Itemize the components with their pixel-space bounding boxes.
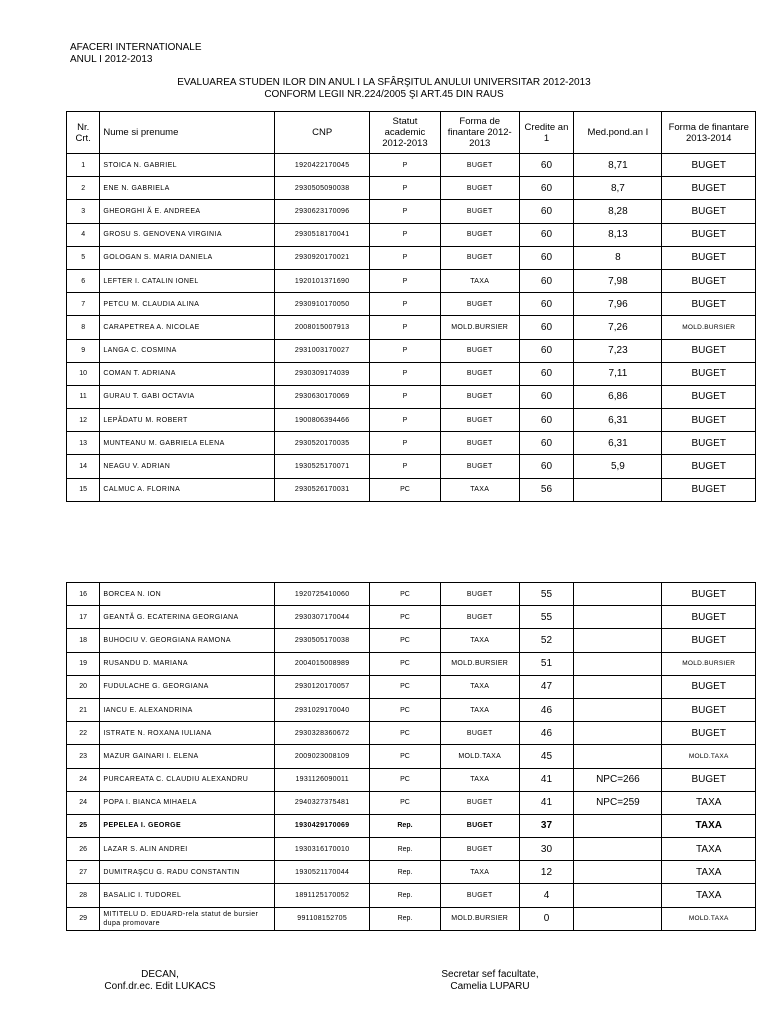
weighted-average — [574, 884, 662, 907]
funding-2012: BUGET — [440, 223, 519, 246]
funding-2013: BUGET — [662, 606, 756, 629]
table-row — [67, 478, 756, 501]
credits: 46 — [519, 698, 574, 721]
student-name: GROSU S. GENOVENA VIRGINIA — [100, 223, 275, 246]
funding-2013: BUGET — [662, 293, 756, 316]
funding-2013: TAXA — [662, 884, 756, 907]
funding-2012: BUGET — [440, 200, 519, 223]
funding-2012: TAXA — [440, 269, 519, 292]
academic-status: Rep. — [370, 884, 441, 907]
funding-2012: BUGET — [440, 791, 519, 814]
credits: 60 — [519, 432, 574, 455]
student-name: BORCEA N. ION — [100, 583, 275, 606]
funding-2012: TAXA — [440, 768, 519, 791]
weighted-average: 7,96 — [574, 293, 662, 316]
academic-status: P — [370, 293, 441, 316]
academic-status: PC — [370, 675, 441, 698]
credits: 37 — [519, 814, 574, 837]
student-cnp: 1920422170045 — [275, 154, 370, 177]
document-title: EVALUAREA STUDEN ILOR DIN ANUL I LA SFÂRŞITUL ANULUI UNIVERSITAR 2012-2013 — [177, 77, 591, 88]
funding-2013: BUGET — [662, 722, 756, 745]
funding-2013: BUGET — [662, 478, 756, 501]
funding-2012: BUGET — [440, 455, 519, 478]
student-cnp: 2930630170069 — [275, 385, 370, 408]
student-name: LANGA C. COSMINA — [100, 339, 275, 362]
table-row — [67, 269, 756, 292]
credits: 52 — [519, 629, 574, 652]
table-row — [67, 838, 756, 861]
document-subtitle: CONFORM LEGII NR.224/2005 ŞI ART.45 DIN RAUS — [264, 89, 504, 100]
funding-2012: BUGET — [440, 432, 519, 455]
table-row — [67, 293, 756, 316]
dean-name: Conf.dr.ec. Edit LUKACS — [104, 981, 216, 992]
funding-2012: BUGET — [440, 409, 519, 432]
student-cnp: 1920725410060 — [275, 583, 370, 606]
funding-2012: BUGET — [440, 722, 519, 745]
weighted-average: 8,7 — [574, 177, 662, 200]
student-name: GURAU T. GABI OCTAVIA — [100, 385, 275, 408]
funding-2013: TAXA — [662, 838, 756, 861]
row-number: 19 — [67, 652, 100, 675]
table-row — [67, 814, 756, 837]
table-row — [67, 200, 756, 223]
row-number: 27 — [67, 861, 100, 884]
credits: 60 — [519, 362, 574, 385]
weighted-average: 6,31 — [574, 409, 662, 432]
weighted-average — [574, 652, 662, 675]
row-number: 11 — [67, 385, 100, 408]
academic-status: P — [370, 154, 441, 177]
funding-2012: BUGET — [440, 385, 519, 408]
credits: 60 — [519, 177, 574, 200]
student-cnp: 2009023008109 — [275, 745, 370, 768]
row-number: 22 — [67, 722, 100, 745]
dean-title: DECAN, — [141, 969, 179, 980]
funding-2012: BUGET — [440, 884, 519, 907]
table-row — [67, 154, 756, 177]
table-row — [67, 455, 756, 478]
student-name: BUHOCIU V. GEORGIANA RAMONA — [100, 629, 275, 652]
credits: 60 — [519, 154, 574, 177]
funding-2013: MOLD.TAXA — [662, 745, 756, 768]
student-cnp: 2940327375481 — [275, 791, 370, 814]
student-name: COMAN T. ADRIANA — [100, 362, 275, 385]
row-number: 3 — [67, 200, 100, 223]
student-cnp: 2008015007913 — [275, 316, 370, 339]
credits: 60 — [519, 223, 574, 246]
weighted-average: 7,26 — [574, 316, 662, 339]
table-row — [67, 907, 756, 930]
funding-2012: BUGET — [440, 177, 519, 200]
student-name: ENE N. GABRIELA — [100, 177, 275, 200]
credits: 60 — [519, 385, 574, 408]
row-number: 1 — [67, 154, 100, 177]
funding-2013: BUGET — [662, 385, 756, 408]
student-name: BASALIC I. TUDOREL — [100, 884, 275, 907]
funding-2013: BUGET — [662, 583, 756, 606]
funding-2012: BUGET — [440, 293, 519, 316]
academic-status: P — [370, 269, 441, 292]
table-row — [67, 861, 756, 884]
funding-2013: BUGET — [662, 154, 756, 177]
funding-2013: BUGET — [662, 339, 756, 362]
col-header-forma-2013: Forma de finantare 2013-2014 — [662, 112, 756, 154]
weighted-average — [574, 606, 662, 629]
student-cnp: 2930307170044 — [275, 606, 370, 629]
weighted-average: NPC=259 — [574, 791, 662, 814]
student-name: GEANTĂ G. ECATERINA GEORGIANA — [100, 606, 275, 629]
table-row — [67, 339, 756, 362]
academic-status: P — [370, 200, 441, 223]
weighted-average: 7,11 — [574, 362, 662, 385]
table-row — [67, 675, 756, 698]
col-header-credite: Credite an 1 — [519, 112, 574, 154]
funding-2013: BUGET — [662, 675, 756, 698]
student-cnp: 2004015008989 — [275, 652, 370, 675]
academic-status: P — [370, 246, 441, 269]
credits: 51 — [519, 652, 574, 675]
funding-2013: BUGET — [662, 223, 756, 246]
funding-2013: BUGET — [662, 455, 756, 478]
student-name: DUMITRAŞCU G. RADU CONSTANTIN — [100, 861, 275, 884]
student-cnp: 2930505170038 — [275, 629, 370, 652]
academic-status: P — [370, 455, 441, 478]
table-row — [67, 223, 756, 246]
credits: 55 — [519, 583, 574, 606]
funding-2013: BUGET — [662, 269, 756, 292]
row-number: 2 — [67, 177, 100, 200]
weighted-average — [574, 838, 662, 861]
funding-2012: TAXA — [440, 675, 519, 698]
weighted-average — [574, 698, 662, 721]
funding-2012: BUGET — [440, 583, 519, 606]
table-row — [67, 362, 756, 385]
student-cnp: 2930526170031 — [275, 478, 370, 501]
row-number: 16 — [67, 583, 100, 606]
credits: 0 — [519, 907, 574, 930]
student-cnp: 2930120170057 — [275, 675, 370, 698]
funding-2013: BUGET — [662, 362, 756, 385]
col-header-name: Nume si prenume — [100, 112, 275, 154]
row-number: 20 — [67, 675, 100, 698]
row-number: 10 — [67, 362, 100, 385]
academic-status: PC — [370, 722, 441, 745]
student-cnp: 2931003170027 — [275, 339, 370, 362]
credits: 56 — [519, 478, 574, 501]
credits: 60 — [519, 409, 574, 432]
funding-2012: BUGET — [440, 838, 519, 861]
funding-2012: MOLD.TAXA — [440, 745, 519, 768]
funding-2012: BUGET — [440, 246, 519, 269]
credits: 45 — [519, 745, 574, 768]
credits: 4 — [519, 884, 574, 907]
funding-2012: TAXA — [440, 861, 519, 884]
funding-2013: BUGET — [662, 246, 756, 269]
funding-2012: MOLD.BURSIER — [440, 652, 519, 675]
weighted-average — [574, 861, 662, 884]
student-cnp: 1900806394466 — [275, 409, 370, 432]
academic-year: ANUL I 2012-2013 — [70, 54, 153, 65]
weighted-average — [574, 675, 662, 698]
table-row — [67, 583, 756, 606]
student-cnp: 1930525170071 — [275, 455, 370, 478]
student-name: GHEORGHI Ă E. ANDREEA — [100, 200, 275, 223]
weighted-average: 7,98 — [574, 269, 662, 292]
table-row — [67, 432, 756, 455]
student-cnp: 2930309174039 — [275, 362, 370, 385]
weighted-average: 7,23 — [574, 339, 662, 362]
col-header-statut: Statut academic 2012-2013 — [370, 112, 441, 154]
funding-2013: TAXA — [662, 791, 756, 814]
table-row — [67, 177, 756, 200]
weighted-average: 8,13 — [574, 223, 662, 246]
academic-status: PC — [370, 745, 441, 768]
funding-2012: MOLD.BURSIER — [440, 316, 519, 339]
academic-status: P — [370, 362, 441, 385]
student-name: NEAGU V. ADRIAN — [100, 455, 275, 478]
funding-2013: TAXA — [662, 861, 756, 884]
weighted-average: 6,86 — [574, 385, 662, 408]
funding-2013: MOLD.TAXA — [662, 907, 756, 930]
row-number: 24 — [67, 791, 100, 814]
row-number: 17 — [67, 606, 100, 629]
row-number: 13 — [67, 432, 100, 455]
funding-2013: BUGET — [662, 768, 756, 791]
student-cnp: 1930521170044 — [275, 861, 370, 884]
student-cnp: 2930520170035 — [275, 432, 370, 455]
student-name: LEFTER I. CATALIN IONEL — [100, 269, 275, 292]
student-name: LAZAR S. ALIN ANDREI — [100, 838, 275, 861]
student-name: CALMUC A. FLORINA — [100, 478, 275, 501]
funding-2013: BUGET — [662, 177, 756, 200]
col-header-nr: Nr. Crt. — [67, 112, 100, 154]
academic-status: PC — [370, 478, 441, 501]
weighted-average: 6,31 — [574, 432, 662, 455]
student-name: MUNTEANU M. GABRIELA ELENA — [100, 432, 275, 455]
academic-status: PC — [370, 768, 441, 791]
student-cnp: 991108152705 — [275, 907, 370, 930]
academic-status: Rep. — [370, 907, 441, 930]
funding-2012: BUGET — [440, 339, 519, 362]
funding-2013: BUGET — [662, 200, 756, 223]
faculty-name: AFACERI INTERNATIONALE — [70, 42, 202, 53]
academic-status: PC — [370, 629, 441, 652]
funding-2012: TAXA — [440, 629, 519, 652]
student-name: LEPĂDATU M. ROBERT — [100, 409, 275, 432]
table-row — [67, 409, 756, 432]
row-number: 21 — [67, 698, 100, 721]
table-row — [67, 606, 756, 629]
credits: 41 — [519, 791, 574, 814]
funding-2013: BUGET — [662, 698, 756, 721]
secretary-name: Camelia LUPARU — [450, 981, 530, 992]
credits: 60 — [519, 293, 574, 316]
student-cnp: 1920101371690 — [275, 269, 370, 292]
student-cnp: 2930505090038 — [275, 177, 370, 200]
funding-2012: MOLD.BURSIER — [440, 907, 519, 930]
academic-status: PC — [370, 698, 441, 721]
academic-status: Rep. — [370, 838, 441, 861]
academic-status: P — [370, 177, 441, 200]
credits: 55 — [519, 606, 574, 629]
funding-2013: MOLD.BURSIER — [662, 316, 756, 339]
row-number: 6 — [67, 269, 100, 292]
academic-status: P — [370, 432, 441, 455]
student-name: MITITELU D. EDUARD-rela statut de bursier dupa promovare — [100, 907, 275, 930]
academic-status: PC — [370, 606, 441, 629]
student-cnp: 2930623170096 — [275, 200, 370, 223]
row-number: 23 — [67, 745, 100, 768]
table-row — [67, 385, 756, 408]
weighted-average — [574, 745, 662, 768]
weighted-average — [574, 907, 662, 930]
student-name: PETCU M. CLAUDIA ALINA — [100, 293, 275, 316]
row-number: 15 — [67, 478, 100, 501]
student-name: PURCAREATA C. CLAUDIU ALEXANDRU — [100, 768, 275, 791]
row-number: 14 — [67, 455, 100, 478]
student-cnp: 1930316170010 — [275, 838, 370, 861]
credits: 60 — [519, 339, 574, 362]
credits: 46 — [519, 722, 574, 745]
weighted-average: 8,28 — [574, 200, 662, 223]
row-number: 26 — [67, 838, 100, 861]
weighted-average: 5,9 — [574, 455, 662, 478]
student-name: ISTRATE N. ROXANA IULIANA — [100, 722, 275, 745]
credits: 47 — [519, 675, 574, 698]
secretary-title: Secretar sef facultate, — [441, 969, 539, 980]
student-cnp: 2930328360672 — [275, 722, 370, 745]
funding-2012: TAXA — [440, 478, 519, 501]
funding-2012: TAXA — [440, 698, 519, 721]
student-cnp: 2930518170041 — [275, 223, 370, 246]
weighted-average: 8 — [574, 246, 662, 269]
table-row — [67, 791, 756, 814]
funding-2012: BUGET — [440, 606, 519, 629]
academic-status: P — [370, 385, 441, 408]
student-cnp: 1930429170069 — [275, 814, 370, 837]
col-header-forma-2012: Forma de finantare 2012-2013 — [440, 112, 519, 154]
weighted-average: 8,71 — [574, 154, 662, 177]
academic-status: PC — [370, 652, 441, 675]
evaluation-table-1 — [66, 111, 756, 502]
table-row — [67, 884, 756, 907]
row-number: 18 — [67, 629, 100, 652]
table-row — [67, 698, 756, 721]
row-number: 29 — [67, 907, 100, 930]
weighted-average — [574, 478, 662, 501]
student-name: MAZUR GAINARI I. ELENA — [100, 745, 275, 768]
credits: 60 — [519, 455, 574, 478]
row-number: 9 — [67, 339, 100, 362]
academic-status: PC — [370, 791, 441, 814]
funding-2013: TAXA — [662, 814, 756, 837]
table-row — [67, 745, 756, 768]
academic-status: Rep. — [370, 814, 441, 837]
credits: 60 — [519, 200, 574, 223]
student-name: PEPELEA I. GEORGE — [100, 814, 275, 837]
table-row — [67, 246, 756, 269]
academic-status: P — [370, 223, 441, 246]
row-number: 8 — [67, 316, 100, 339]
row-number: 5 — [67, 246, 100, 269]
table-row — [67, 768, 756, 791]
credits: 12 — [519, 861, 574, 884]
academic-status: P — [370, 409, 441, 432]
row-number: 28 — [67, 884, 100, 907]
academic-status: Rep. — [370, 861, 441, 884]
student-name: RUSANDU D. MARIANA — [100, 652, 275, 675]
table-row — [67, 722, 756, 745]
evaluation-table-2 — [66, 582, 756, 931]
row-number: 25 — [67, 814, 100, 837]
student-cnp: 2930910170050 — [275, 293, 370, 316]
row-number: 12 — [67, 409, 100, 432]
funding-2012: BUGET — [440, 362, 519, 385]
academic-status: P — [370, 316, 441, 339]
credits: 30 — [519, 838, 574, 861]
student-name: STOICA N. GABRIEL — [100, 154, 275, 177]
funding-2013: BUGET — [662, 432, 756, 455]
credits: 60 — [519, 269, 574, 292]
student-cnp: 1931126090011 — [275, 768, 370, 791]
weighted-average — [574, 629, 662, 652]
credits: 60 — [519, 246, 574, 269]
student-name: GOLOGAN S. MARIA DANIELA — [100, 246, 275, 269]
weighted-average — [574, 722, 662, 745]
student-name: IANCU E. ALEXANDRINA — [100, 698, 275, 721]
academic-status: PC — [370, 583, 441, 606]
weighted-average — [574, 583, 662, 606]
table-row — [67, 629, 756, 652]
funding-2013: MOLD.BURSIER — [662, 652, 756, 675]
row-number: 24 — [67, 768, 100, 791]
student-name: FUDULACHE G. GEORGIANA — [100, 675, 275, 698]
student-name: CARAPETREA A. NICOLAE — [100, 316, 275, 339]
row-number: 4 — [67, 223, 100, 246]
student-cnp: 2930920170021 — [275, 246, 370, 269]
weighted-average: NPC=266 — [574, 768, 662, 791]
row-number: 7 — [67, 293, 100, 316]
student-name: POPA I. BIANCA MIHAELA — [100, 791, 275, 814]
table-row — [67, 316, 756, 339]
funding-2013: BUGET — [662, 409, 756, 432]
credits: 60 — [519, 316, 574, 339]
table-row — [67, 652, 756, 675]
student-cnp: 2931029170040 — [275, 698, 370, 721]
academic-status: P — [370, 339, 441, 362]
col-header-medie: Med.pond.an I — [574, 112, 662, 154]
credits: 41 — [519, 768, 574, 791]
funding-2012: BUGET — [440, 154, 519, 177]
weighted-average — [574, 814, 662, 837]
funding-2013: BUGET — [662, 629, 756, 652]
student-cnp: 1891125170052 — [275, 884, 370, 907]
funding-2012: BUGET — [440, 814, 519, 837]
col-header-cnp: CNP — [275, 112, 370, 154]
